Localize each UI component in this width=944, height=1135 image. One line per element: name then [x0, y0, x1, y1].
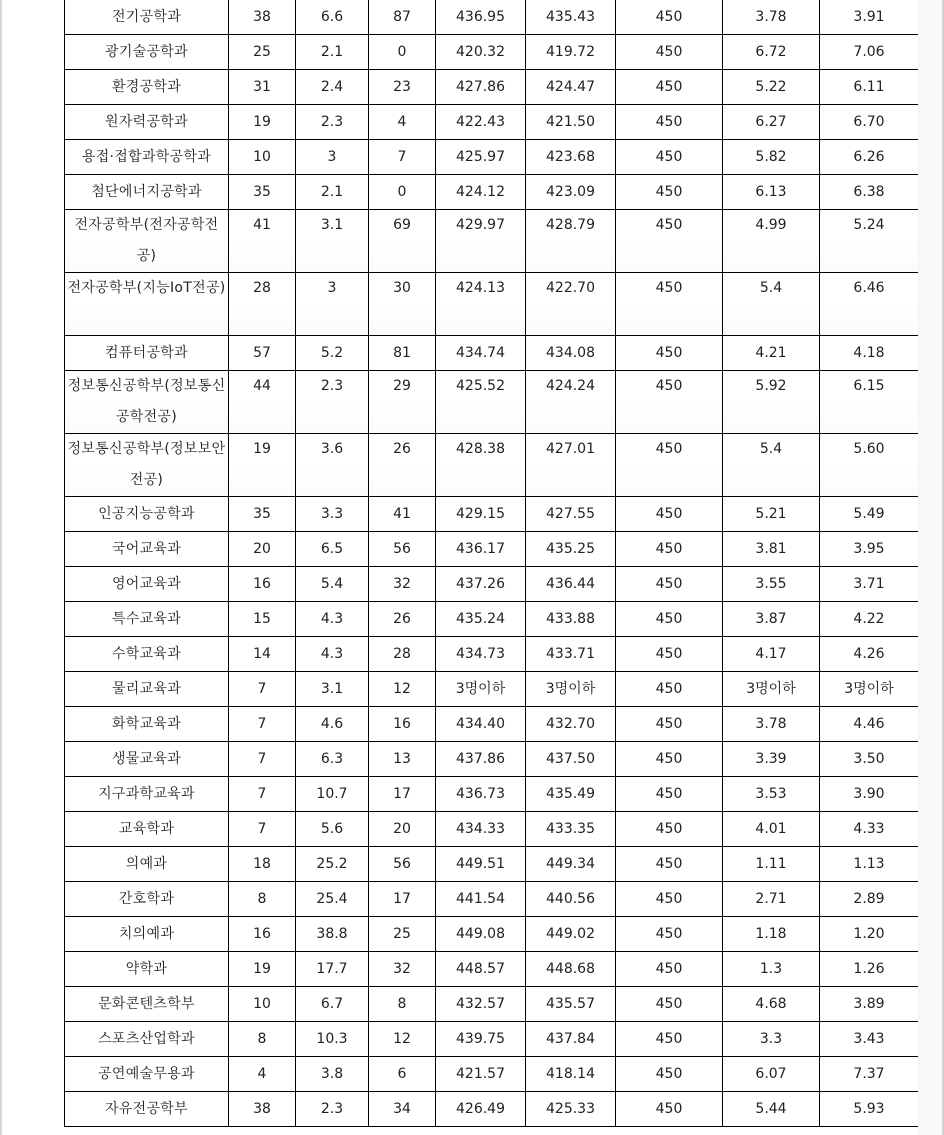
cell-col-3: 30 [369, 273, 436, 336]
department-name-cell: 문화콘텐츠학부 [65, 987, 229, 1022]
cell-col-1: 19 [229, 105, 296, 140]
table-row [65, 952, 919, 987]
cell-col-3: 17 [369, 777, 436, 812]
cell-col-7: 1.3 [723, 952, 820, 987]
cell-col-2: 4.6 [296, 707, 369, 742]
cell-col-4: 434.40 [436, 707, 526, 742]
table-row [65, 371, 919, 434]
department-name-cell: 전자공학부(지능IoT전공) [65, 273, 229, 336]
cell-col-4: 437.86 [436, 742, 526, 777]
table-row [65, 497, 919, 532]
cell-col-3: 20 [369, 812, 436, 847]
cell-col-4: 441.54 [436, 882, 526, 917]
cell-col-1: 7 [229, 707, 296, 742]
cell-col-7: 5.92 [723, 371, 820, 434]
cell-col-8: 6.15 [820, 371, 919, 434]
cell-col-5: 437.84 [526, 1022, 616, 1057]
cell-col-2: 3.6 [296, 434, 369, 497]
cell-col-2: 3.3 [296, 497, 369, 532]
cell-col-6: 450 [616, 35, 723, 70]
cell-col-5: 427.01 [526, 434, 616, 497]
cell-col-8: 7.06 [820, 35, 919, 70]
cell-col-5: 435.57 [526, 987, 616, 1022]
department-name-cell: 공연예술무용과 [65, 1057, 229, 1092]
cell-col-2: 3.1 [296, 210, 369, 273]
cell-col-4: 425.52 [436, 371, 526, 434]
department-name-cell: 광기술공학과 [65, 35, 229, 70]
table-row [65, 1092, 919, 1127]
cell-col-3: 0 [369, 175, 436, 210]
table-row [65, 105, 919, 140]
cell-col-8: 3명이하 [820, 672, 919, 707]
cell-col-4: 420.32 [436, 35, 526, 70]
cell-col-8: 6.11 [820, 70, 919, 105]
cell-col-6: 450 [616, 371, 723, 434]
cell-col-6: 450 [616, 70, 723, 105]
cell-col-6: 450 [616, 847, 723, 882]
cell-col-7: 3.87 [723, 602, 820, 637]
cell-col-5: 440.56 [526, 882, 616, 917]
cell-col-8: 6.70 [820, 105, 919, 140]
cell-col-3: 6 [369, 1057, 436, 1092]
cell-col-3: 32 [369, 952, 436, 987]
cell-col-6: 450 [616, 812, 723, 847]
cell-col-5: 448.68 [526, 952, 616, 987]
cell-col-8: 7.37 [820, 1057, 919, 1092]
cell-col-5: 435.25 [526, 532, 616, 567]
cell-col-6: 450 [616, 336, 723, 371]
cell-col-4: 424.13 [436, 273, 526, 336]
cell-col-8: 5.93 [820, 1092, 919, 1127]
department-name-cell: 원자력공학과 [65, 105, 229, 140]
cell-col-3: 32 [369, 567, 436, 602]
cell-col-5: 422.70 [526, 273, 616, 336]
cell-col-6: 450 [616, 1092, 723, 1127]
cell-col-2: 2.3 [296, 1092, 369, 1127]
cell-col-8: 3.89 [820, 987, 919, 1022]
cell-col-5: 433.35 [526, 812, 616, 847]
admissions-results-table-container [64, 0, 919, 1127]
cell-col-3: 26 [369, 434, 436, 497]
cell-col-1: 44 [229, 371, 296, 434]
cell-col-7: 4.21 [723, 336, 820, 371]
cell-col-2: 2.1 [296, 35, 369, 70]
cell-col-7: 3명이하 [723, 672, 820, 707]
table-row [65, 175, 919, 210]
table-row [65, 812, 919, 847]
cell-col-6: 450 [616, 987, 723, 1022]
cell-col-4: 424.12 [436, 175, 526, 210]
cell-col-6: 450 [616, 567, 723, 602]
cell-col-1: 8 [229, 1022, 296, 1057]
cell-col-8: 1.13 [820, 847, 919, 882]
cell-col-6: 450 [616, 434, 723, 497]
cell-col-2: 10.7 [296, 777, 369, 812]
table-row [65, 434, 919, 497]
department-name-cell: 전자공학부(전자공학전공) [65, 210, 229, 273]
cell-col-1: 28 [229, 273, 296, 336]
cell-col-5: 437.50 [526, 742, 616, 777]
cell-col-6: 450 [616, 140, 723, 175]
cell-col-5: 421.50 [526, 105, 616, 140]
department-name-cell: 치의예과 [65, 917, 229, 952]
table-row [65, 637, 919, 672]
cell-col-1: 19 [229, 952, 296, 987]
cell-col-3: 41 [369, 497, 436, 532]
department-name-cell: 컴퓨터공학과 [65, 336, 229, 371]
cell-col-6: 450 [616, 1057, 723, 1092]
cell-col-1: 15 [229, 602, 296, 637]
cell-col-3: 13 [369, 742, 436, 777]
cell-col-7: 6.72 [723, 35, 820, 70]
page-left-edge [0, 0, 2, 1135]
cell-col-3: 81 [369, 336, 436, 371]
cell-col-8: 6.46 [820, 273, 919, 336]
cell-col-4: 432.57 [436, 987, 526, 1022]
cell-col-8: 1.20 [820, 917, 919, 952]
cell-col-2: 2.3 [296, 105, 369, 140]
cell-col-2: 4.3 [296, 637, 369, 672]
cell-col-7: 3.3 [723, 1022, 820, 1057]
cell-col-8: 3.91 [820, 0, 919, 35]
table-row [65, 882, 919, 917]
table-row [65, 672, 919, 707]
table-row [65, 847, 919, 882]
department-name-cell: 환경공학과 [65, 70, 229, 105]
table-row [65, 567, 919, 602]
cell-col-4: 429.97 [436, 210, 526, 273]
cell-col-2: 10.3 [296, 1022, 369, 1057]
cell-col-1: 10 [229, 140, 296, 175]
cell-col-4: 426.49 [436, 1092, 526, 1127]
table-row [65, 1057, 919, 1092]
cell-col-2: 5.6 [296, 812, 369, 847]
cell-col-3: 12 [369, 1022, 436, 1057]
cell-col-7: 3.55 [723, 567, 820, 602]
cell-col-2: 6.5 [296, 532, 369, 567]
cell-col-5: 423.68 [526, 140, 616, 175]
department-name-cell: 국어교육과 [65, 532, 229, 567]
table-row [65, 707, 919, 742]
department-name-cell: 전기공학과 [65, 0, 229, 35]
cell-col-8: 2.89 [820, 882, 919, 917]
cell-col-5: 435.49 [526, 777, 616, 812]
cell-col-7: 5.4 [723, 434, 820, 497]
department-name-cell: 지구과학교육과 [65, 777, 229, 812]
department-name-cell: 인공지능공학과 [65, 497, 229, 532]
cell-col-2: 6.6 [296, 0, 369, 35]
cell-col-5: 428.79 [526, 210, 616, 273]
cell-col-1: 31 [229, 70, 296, 105]
cell-col-8: 4.26 [820, 637, 919, 672]
cell-col-1: 7 [229, 812, 296, 847]
department-name-cell: 간호학과 [65, 882, 229, 917]
cell-col-2: 4.3 [296, 602, 369, 637]
cell-col-2: 2.4 [296, 70, 369, 105]
cell-col-8: 1.26 [820, 952, 919, 987]
cell-col-5: 424.24 [526, 371, 616, 434]
table-row [65, 210, 919, 273]
cell-col-4: 434.74 [436, 336, 526, 371]
cell-col-2: 17.7 [296, 952, 369, 987]
cell-col-4: 439.75 [436, 1022, 526, 1057]
table-body [65, 0, 919, 1127]
cell-col-7: 6.13 [723, 175, 820, 210]
cell-col-3: 69 [369, 210, 436, 273]
cell-col-7: 4.99 [723, 210, 820, 273]
cell-col-2: 25.4 [296, 882, 369, 917]
cell-col-1: 38 [229, 0, 296, 35]
cell-col-5: 3명이하 [526, 672, 616, 707]
cell-col-6: 450 [616, 882, 723, 917]
department-name-cell: 정보통신공학부(정보보안전공) [65, 434, 229, 497]
cell-col-2: 38.8 [296, 917, 369, 952]
table-row [65, 35, 919, 70]
cell-col-1: 16 [229, 567, 296, 602]
cell-col-8: 5.49 [820, 497, 919, 532]
cell-col-1: 7 [229, 672, 296, 707]
cell-col-5: 449.34 [526, 847, 616, 882]
cell-col-6: 450 [616, 637, 723, 672]
cell-col-7: 5.44 [723, 1092, 820, 1127]
department-name-cell: 정보통신공학부(정보통신공학전공) [65, 371, 229, 434]
cell-col-4: 449.08 [436, 917, 526, 952]
cell-col-5: 425.33 [526, 1092, 616, 1127]
department-name-cell: 의예과 [65, 847, 229, 882]
cell-col-2: 5.2 [296, 336, 369, 371]
cell-col-2: 3.1 [296, 672, 369, 707]
cell-col-8: 4.46 [820, 707, 919, 742]
table-row [65, 1022, 919, 1057]
cell-col-7: 5.82 [723, 140, 820, 175]
cell-col-3: 0 [369, 35, 436, 70]
department-name-cell: 첨단에너지공학과 [65, 175, 229, 210]
cell-col-2: 2.1 [296, 175, 369, 210]
cell-col-6: 450 [616, 917, 723, 952]
cell-col-7: 5.22 [723, 70, 820, 105]
cell-col-8: 3.43 [820, 1022, 919, 1057]
cell-col-7: 4.17 [723, 637, 820, 672]
table-row [65, 273, 919, 336]
cell-col-2: 3.8 [296, 1057, 369, 1092]
cell-col-6: 450 [616, 777, 723, 812]
cell-col-5: 423.09 [526, 175, 616, 210]
cell-col-3: 16 [369, 707, 436, 742]
cell-col-4: 429.15 [436, 497, 526, 532]
cell-col-3: 87 [369, 0, 436, 35]
cell-col-3: 17 [369, 882, 436, 917]
cell-col-3: 56 [369, 532, 436, 567]
cell-col-6: 450 [616, 105, 723, 140]
cell-col-3: 29 [369, 371, 436, 434]
cell-col-8: 3.50 [820, 742, 919, 777]
cell-col-1: 14 [229, 637, 296, 672]
cell-col-5: 433.88 [526, 602, 616, 637]
cell-col-2: 3 [296, 273, 369, 336]
cell-col-7: 3.39 [723, 742, 820, 777]
cell-col-6: 450 [616, 175, 723, 210]
cell-col-6: 450 [616, 210, 723, 273]
cell-col-4: 421.57 [436, 1057, 526, 1092]
admissions-results-table [64, 0, 919, 1127]
cell-col-7: 3.78 [723, 0, 820, 35]
cell-col-3: 23 [369, 70, 436, 105]
cell-col-3: 12 [369, 672, 436, 707]
cell-col-7: 2.71 [723, 882, 820, 917]
cell-col-8: 6.26 [820, 140, 919, 175]
cell-col-8: 3.95 [820, 532, 919, 567]
cell-col-5: 424.47 [526, 70, 616, 105]
department-name-cell: 특수교육과 [65, 602, 229, 637]
cell-col-7: 4.68 [723, 987, 820, 1022]
cell-col-7: 5.21 [723, 497, 820, 532]
department-name-cell: 스포츠산업학과 [65, 1022, 229, 1057]
cell-col-4: 428.38 [436, 434, 526, 497]
department-name-cell: 약학과 [65, 952, 229, 987]
department-name-cell: 영어교육과 [65, 567, 229, 602]
cell-col-1: 10 [229, 987, 296, 1022]
cell-col-7: 3.53 [723, 777, 820, 812]
cell-col-6: 450 [616, 602, 723, 637]
cell-col-7: 1.18 [723, 917, 820, 952]
department-name-cell: 교육학과 [65, 812, 229, 847]
cell-col-2: 25.2 [296, 847, 369, 882]
cell-col-6: 450 [616, 672, 723, 707]
cell-col-1: 7 [229, 777, 296, 812]
cell-col-1: 4 [229, 1057, 296, 1092]
table-row [65, 336, 919, 371]
cell-col-1: 18 [229, 847, 296, 882]
cell-col-4: 422.43 [436, 105, 526, 140]
cell-col-8: 6.38 [820, 175, 919, 210]
cell-col-7: 6.27 [723, 105, 820, 140]
table-row [65, 777, 919, 812]
cell-col-1: 35 [229, 497, 296, 532]
cell-col-3: 34 [369, 1092, 436, 1127]
cell-col-5: 449.02 [526, 917, 616, 952]
cell-col-7: 5.4 [723, 273, 820, 336]
cell-col-1: 16 [229, 917, 296, 952]
table-row [65, 987, 919, 1022]
cell-col-4: 427.86 [436, 70, 526, 105]
cell-col-2: 2.3 [296, 371, 369, 434]
cell-col-3: 7 [369, 140, 436, 175]
cell-col-6: 450 [616, 532, 723, 567]
cell-col-8: 4.18 [820, 336, 919, 371]
cell-col-1: 7 [229, 742, 296, 777]
cell-col-5: 432.70 [526, 707, 616, 742]
cell-col-8: 4.33 [820, 812, 919, 847]
table-row [65, 602, 919, 637]
table-row [65, 917, 919, 952]
cell-col-8: 4.22 [820, 602, 919, 637]
cell-col-2: 5.4 [296, 567, 369, 602]
cell-col-3: 26 [369, 602, 436, 637]
cell-col-6: 450 [616, 497, 723, 532]
cell-col-4: 3명이하 [436, 672, 526, 707]
cell-col-4: 435.24 [436, 602, 526, 637]
cell-col-1: 25 [229, 35, 296, 70]
cell-col-7: 3.78 [723, 707, 820, 742]
cell-col-4: 437.26 [436, 567, 526, 602]
department-name-cell: 생물교육과 [65, 742, 229, 777]
cell-col-1: 8 [229, 882, 296, 917]
cell-col-2: 6.3 [296, 742, 369, 777]
cell-col-6: 450 [616, 707, 723, 742]
cell-col-1: 35 [229, 175, 296, 210]
cell-col-6: 450 [616, 0, 723, 35]
table-row [65, 140, 919, 175]
cell-col-7: 4.01 [723, 812, 820, 847]
cell-col-3: 4 [369, 105, 436, 140]
vertical-scrollbar-track[interactable] [918, 0, 944, 1135]
cell-col-5: 436.44 [526, 567, 616, 602]
cell-col-1: 38 [229, 1092, 296, 1127]
table-row [65, 532, 919, 567]
cell-col-1: 19 [229, 434, 296, 497]
cell-col-4: 434.33 [436, 812, 526, 847]
cell-col-3: 56 [369, 847, 436, 882]
cell-col-8: 3.90 [820, 777, 919, 812]
department-name-cell: 용접·접합과학공학과 [65, 140, 229, 175]
cell-col-6: 450 [616, 742, 723, 777]
cell-col-5: 434.08 [526, 336, 616, 371]
cell-col-4: 434.73 [436, 637, 526, 672]
cell-col-4: 449.51 [436, 847, 526, 882]
department-name-cell: 물리교육과 [65, 672, 229, 707]
cell-col-4: 436.17 [436, 532, 526, 567]
cell-col-5: 418.14 [526, 1057, 616, 1092]
department-name-cell: 수학교육과 [65, 637, 229, 672]
cell-col-7: 6.07 [723, 1057, 820, 1092]
cell-col-8: 5.24 [820, 210, 919, 273]
table-row [65, 0, 919, 35]
cell-col-5: 427.55 [526, 497, 616, 532]
cell-col-4: 448.57 [436, 952, 526, 987]
cell-col-4: 425.97 [436, 140, 526, 175]
cell-col-8: 3.71 [820, 567, 919, 602]
cell-col-1: 20 [229, 532, 296, 567]
department-name-cell: 화학교육과 [65, 707, 229, 742]
cell-col-6: 450 [616, 1022, 723, 1057]
cell-col-5: 433.71 [526, 637, 616, 672]
cell-col-7: 3.81 [723, 532, 820, 567]
cell-col-8: 5.60 [820, 434, 919, 497]
table-row [65, 70, 919, 105]
table-row [65, 742, 919, 777]
cell-col-3: 25 [369, 917, 436, 952]
cell-col-5: 435.43 [526, 0, 616, 35]
cell-col-5: 419.72 [526, 35, 616, 70]
cell-col-6: 450 [616, 952, 723, 987]
cell-col-1: 57 [229, 336, 296, 371]
cell-col-6: 450 [616, 273, 723, 336]
cell-col-4: 436.95 [436, 0, 526, 35]
cell-col-3: 8 [369, 987, 436, 1022]
cell-col-2: 3 [296, 140, 369, 175]
cell-col-3: 28 [369, 637, 436, 672]
cell-col-4: 436.73 [436, 777, 526, 812]
department-name-cell: 자유전공학부 [65, 1092, 229, 1127]
cell-col-2: 6.7 [296, 987, 369, 1022]
cell-col-7: 1.11 [723, 847, 820, 882]
cell-col-1: 41 [229, 210, 296, 273]
